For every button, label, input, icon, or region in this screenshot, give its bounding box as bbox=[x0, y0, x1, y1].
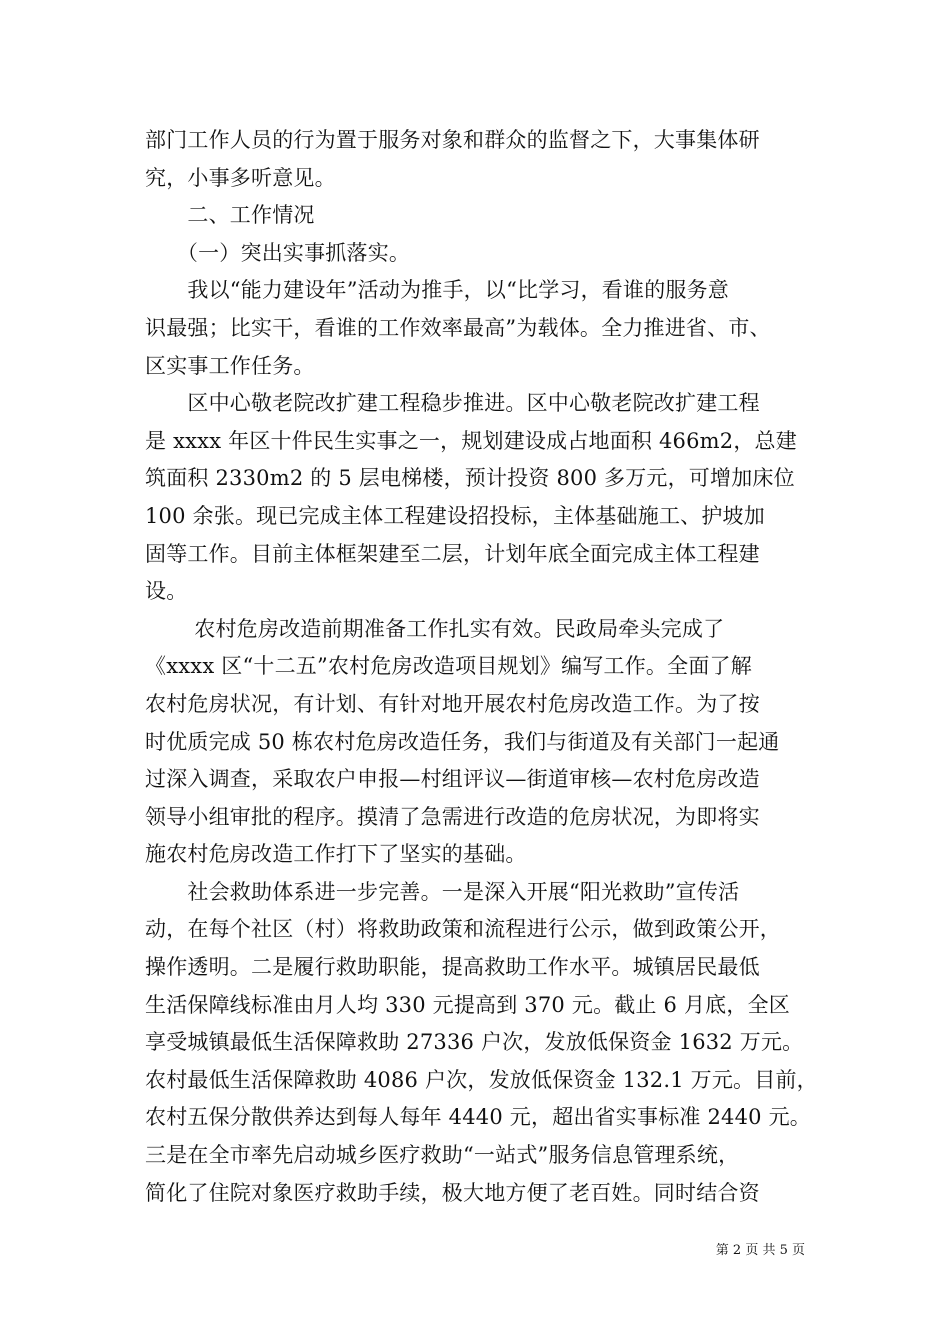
text-line: 动，在每个社区（村）将救助政策和流程进行公示，做到政策公开， bbox=[145, 917, 781, 942]
text-line: 农村五保分散供养达到每人每年 4440 元，超出省实事标准 2440 元。 bbox=[145, 1105, 811, 1130]
text-line: 固等工作。目前主体框架建至二层，计划年底全面完成主体工程建 bbox=[145, 541, 760, 566]
text-line: 设。 bbox=[145, 579, 188, 604]
text-line: 社会救助体系进一步完善。一是深入开展“阳光救助”宣传活 bbox=[145, 879, 740, 904]
text-line: 《xxxx 区“十二五”农村危房改造项目规划》编写工作。全面了解 bbox=[145, 654, 752, 679]
text-line: 筑面积 2330m2 的 5 层电梯楼，预计投资 800 多万元，可增加床位 bbox=[145, 466, 795, 491]
text-line: 农村危房状况，有计划、有针对地开展农村危房改造工作。为了按 bbox=[145, 691, 760, 716]
text-line: 100 余张。现已完成主体工程建设招投标，主体基础施工、护坡加 bbox=[145, 503, 765, 528]
text-line: 操作透明。二是履行救助职能，提高救助工作水平。城镇居民最低 bbox=[145, 955, 760, 980]
text-line: 简化了住院对象医疗救助手续，极大地方便了老百姓。同时结合资 bbox=[145, 1180, 760, 1205]
text-line: 时优质完成 50 栋农村危房改造任务，我们与街道及有关部门一起通 bbox=[145, 729, 780, 754]
text-line: （一）突出实事抓落实。 bbox=[145, 240, 411, 265]
text-line: 三是在全市率先启动城乡医疗救助“一站式”服务信息管理系统， bbox=[145, 1143, 740, 1168]
document-body bbox=[145, 122, 818, 1212]
text-line: 享受城镇最低生活保障救助 27336 户次，发放低保资金 1632 万元。 bbox=[145, 1030, 804, 1055]
text-line: 究，小事多听意见。 bbox=[145, 165, 336, 190]
text-line: 过深入调查，采取农户申报—村组评议—街道审核—农村危房改造 bbox=[145, 767, 760, 792]
text-line: 农村危房改造前期准备工作扎实有效。民政局牵头完成了 bbox=[145, 616, 725, 641]
text-line: 区实事工作任务。 bbox=[145, 353, 315, 378]
text-line: 部门工作人员的行为置于服务对象和群众的监督之下，大事集体研 bbox=[145, 128, 760, 152]
text-line: 二、工作情况 bbox=[145, 203, 315, 228]
text-line: 区中心敬老院改扩建工程稳步推进。区中心敬老院改扩建工程 bbox=[145, 391, 760, 416]
text-line: 农村最低生活保障救助 4086 户次，发放低保资金 132.1 万元。目前， bbox=[145, 1067, 818, 1092]
text-line: 领导小组审批的程序。摸清了急需进行改造的危房状况，为即将实 bbox=[145, 804, 760, 829]
text-line: 施农村危房改造工作打下了坚实的基础。 bbox=[145, 842, 527, 867]
page-number-footer: 第 2 页 共 5 页 bbox=[715, 1243, 805, 1258]
text-line: 识最强；比实干，看谁的工作效率最高”为载体。全力推进省、市、 bbox=[145, 315, 771, 340]
text-line: 生活保障线标准由月人均 330 元提高到 370 元。截止 6 月底，全区 bbox=[145, 992, 790, 1017]
text-line: 是 xxxx 年区十件民生实事之一，规划建设成占地面积 466m2，总建 bbox=[145, 428, 797, 453]
text-line: 我以“能力建设年”活动为推手，以“比学习，看谁的服务意 bbox=[145, 278, 730, 303]
